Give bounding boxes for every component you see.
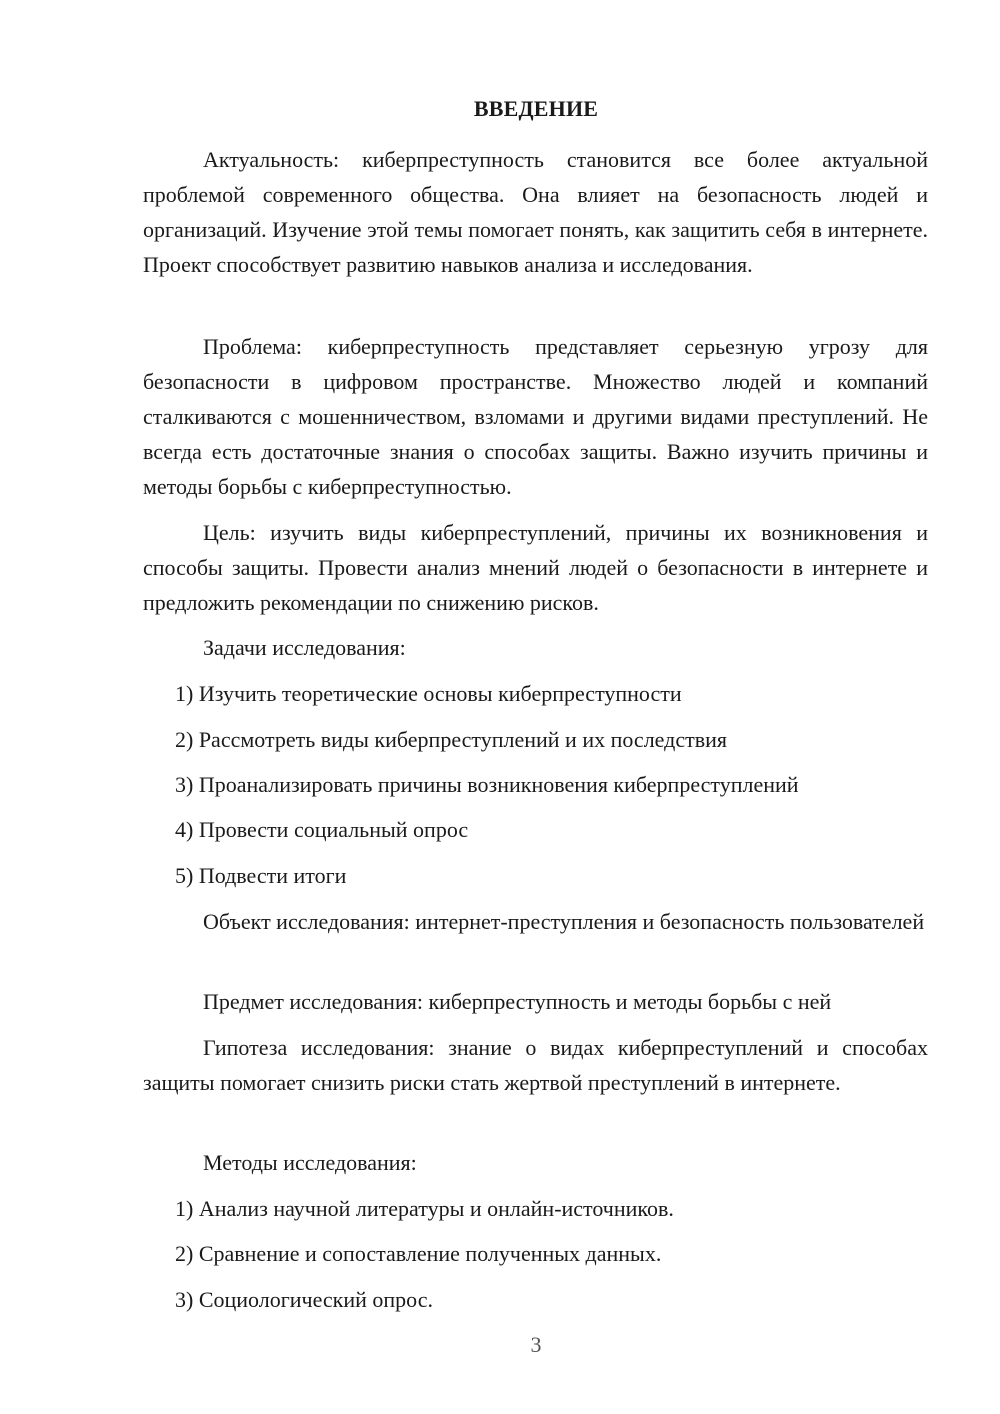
list-item: 3) Социологический опрос. [175,1287,433,1312]
page-title: ВВЕДЕНИЕ [473,96,599,121]
list-item: 5) Подвести итоги [175,863,347,888]
problem-paragraph: Проблема: киберпреступность представляет серьезную угрозу для безопасности в цифровом пространстве. Множество людей и компаний сталкиваются с мошенничеством, взломами и другими видами преступлений. Не всегда есть достаточные знания о способах защиты. Важно изучить причины и методы борьбы с киберпреступностью. [143,334,928,499]
object-paragraph: Объект исследования: интернет-преступления и безопасность пользователей [203,909,925,934]
list-item: 1) Изучить теоретические основы киберпреступности [175,681,682,706]
hypothesis-paragraph: Гипотеза исследования: знание о видах киберпреступлений и способах защиты помогает снизить риски стать жертвой преступлений в интернете. [143,1035,928,1095]
page-number: 3 [530,1332,542,1357]
list-item: 2) Сравнение и сопоставление полученных данных. [175,1241,662,1266]
methods-heading: Методы исследования: [203,1150,417,1175]
list-item: 1) Анализ научной литературы и онлайн-источников. [175,1196,674,1221]
tasks-heading: Задачи исследования: [203,635,406,660]
subject-paragraph: Предмет исследования: киберпреступность и методы борьбы с ней [203,989,832,1014]
list-item: 4) Провести социальный опрос [175,817,469,842]
goal-paragraph: Цель: изучить виды киберпреступлений, причины их возникновения и способы защиты. Провести анализ мнений людей о безопасности в интернете и предложить рекомендации по снижению рисков. [143,520,928,615]
list-item: 2) Рассмотреть виды киберпреступлений и их последствия [175,727,727,752]
list-item: 3) Проанализировать причины возникновения киберпреступлений [175,772,799,797]
relevance-paragraph: Актуальность: киберпреступность становится все более актуальной проблемой современного общества. Она влияет на безопасность людей и организаций. Изучение этой темы помогает понять, как защитить себя в интернете. Проект способствует развитию навыков анализа и исследования. [143,147,928,277]
